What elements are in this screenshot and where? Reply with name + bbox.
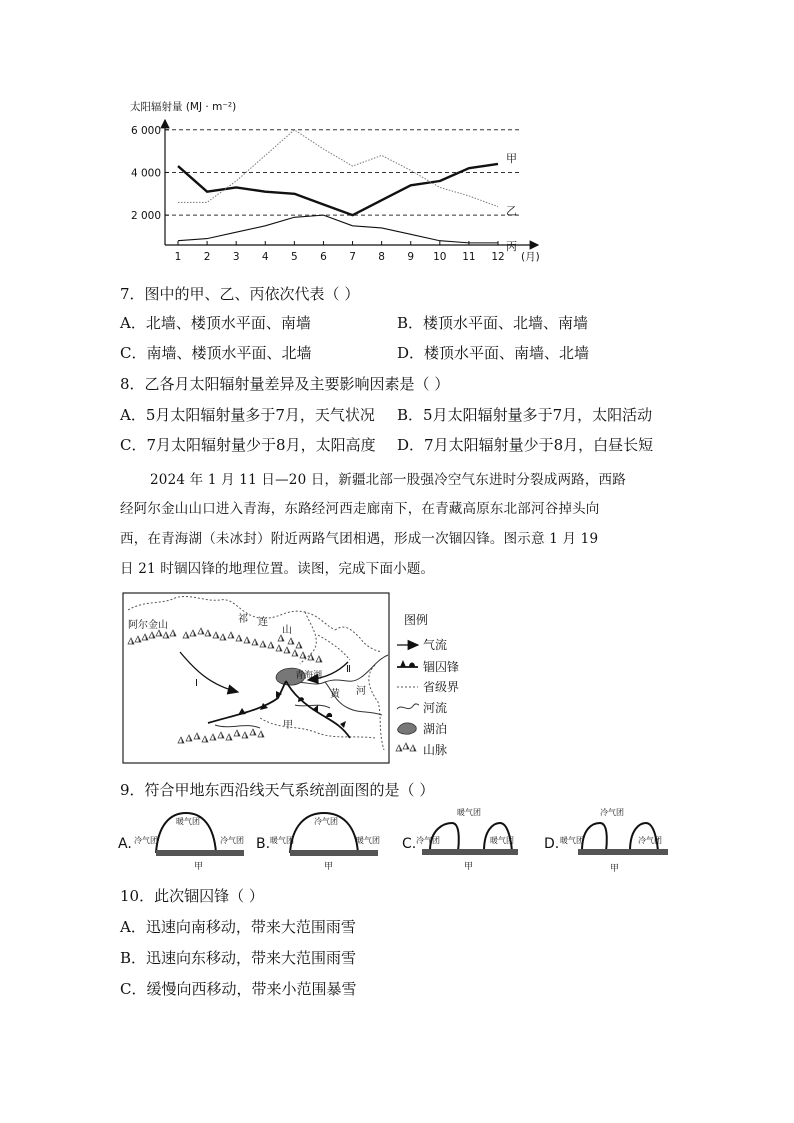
q8-option-c[interactable]: C．7月太阳辐射量少于8月，太阳高度 (120, 436, 376, 454)
x-tick-label: 4 (261, 251, 269, 263)
legend-lake-icon (398, 723, 417, 734)
x-tick-label: 12 (491, 251, 505, 263)
profile-b-right: 暖气团 (356, 836, 380, 845)
legend-item-airflow: 气流 (423, 638, 448, 652)
passage-line-2: 经阿尔金山山口进入青海，东路经河西走廊南下，在青藏高原东北部河谷掉头向 (120, 501, 600, 517)
profile-option-b[interactable] (256, 805, 392, 875)
label-qinghaihu: 青海湖 (295, 671, 323, 681)
series-line-2 (178, 130, 498, 207)
y-tick-label: 2 000 (130, 210, 161, 223)
label-roman-2: Ⅱ (346, 664, 351, 675)
occluded-front-map (120, 590, 470, 768)
label-jia: 甲 (283, 720, 293, 731)
series-line-3 (178, 215, 498, 243)
radiation-line-chart (120, 95, 560, 270)
series-label-2: 乙 (506, 204, 517, 218)
profile-option-d[interactable] (542, 805, 678, 875)
profile-a-base: 甲 (194, 862, 204, 872)
q7-option-d[interactable]: D．楼顶水平面、南墙、北墙 (397, 344, 590, 362)
profile-option-c[interactable] (400, 805, 536, 875)
label-aerjin: 阿尔金山 (128, 620, 168, 631)
legend-item-boundary: 省级界 (423, 680, 460, 694)
legend-item-lake: 湖泊 (423, 722, 448, 736)
profile-a-right: 冷气团 (220, 836, 244, 845)
label-qi: 祁 (238, 614, 248, 625)
profile-b-left: 暖气团 (270, 836, 294, 845)
profile-c-base: 甲 (464, 862, 474, 872)
label-he: 河 (356, 686, 366, 697)
passage-line-4: 日 21 时锢囚锋的地理位置。读图，完成下面小题。 (120, 561, 435, 577)
x-axis-unit: (月) (521, 251, 540, 263)
profile-a-letter: A. (118, 836, 132, 852)
profile-c-right: 暖气团 (490, 836, 514, 845)
profile-d-letter: D. (544, 836, 560, 852)
q10-option-b[interactable]: B．迅速向东移动，带来大范围雨雪 (120, 949, 357, 967)
profile-b-base: 甲 (324, 862, 334, 872)
x-tick-label: 10 (433, 251, 447, 263)
q10-stem: 10．此次锢囚锋（ ） (120, 887, 264, 905)
passage-line-3: 西，在青海湖（未冰封）附近两路气团相遇，形成一次锢囚锋。图示意 1 月 19 (120, 531, 599, 547)
q10-option-c[interactable]: C．缓慢向西移动，带来小范围暴雪 (120, 980, 357, 998)
label-roman-1: Ⅰ (195, 678, 198, 689)
legend-title: 图例 (404, 613, 429, 627)
x-tick-label: 1 (174, 251, 182, 263)
x-tick-label: 6 (320, 251, 327, 263)
legend-river-icon (397, 704, 419, 709)
x-tick-label: 8 (378, 251, 385, 263)
q9-stem: 9．符合甲地东西沿线天气系统剖面图的是（ ） (120, 781, 435, 799)
x-tick-label: 5 (291, 251, 298, 263)
q10-option-a[interactable]: A．迅速向南移动，带来大范围雨雪 (120, 918, 356, 936)
profile-d-right: 冷气团 (638, 836, 662, 845)
y-tick-label: 6 000 (130, 124, 161, 137)
x-tick-label: 7 (349, 251, 356, 263)
profile-d-top: 冷气团 (600, 808, 624, 817)
legend-item-mountain: 山脉 (423, 743, 448, 757)
passage-line-1: 2024 年 1 月 11 日—20 日，新疆北部一股强冷空气东进时分裂成两路，西路 (150, 472, 626, 488)
profile-b-top: 冷气团 (314, 817, 338, 826)
q7-stem: 7．图中的甲、乙、丙依次代表（ ） (120, 285, 360, 303)
profile-b-letter: B. (256, 836, 271, 852)
q7-option-b[interactable]: B．楼顶水平面、北墙、南墙 (397, 314, 589, 332)
label-shan: 山 (282, 625, 292, 636)
profile-option-a[interactable] (118, 805, 254, 875)
x-tick-label: 2 (203, 251, 211, 263)
q8-stem: 8．乙各月太阳辐射量差异及主要影响因素是（ ） (120, 375, 450, 393)
profile-d-left: 暖气团 (560, 836, 584, 845)
x-tick-label: 9 (407, 251, 415, 263)
profile-a-top: 暖气团 (176, 817, 200, 826)
q8-option-a[interactable]: A．5月太阳辐射量多于7月，天气状况 (120, 406, 375, 424)
series-label-1: 甲 (506, 151, 517, 165)
q7-option-c[interactable]: C．南墙、楼顶水平面、北墙 (120, 344, 312, 362)
legend-mountain-icon (396, 743, 416, 751)
profile-c-top: 暖气团 (457, 808, 481, 817)
q8-option-b[interactable]: B．5月太阳辐射量多于7月，太阳活动 (397, 406, 653, 424)
x-tick-label: 11 (462, 251, 476, 263)
x-tick-label: 3 (232, 251, 240, 263)
map-legend (396, 612, 459, 757)
legend-item-river: 河流 (423, 701, 448, 715)
series-label-3: 丙 (506, 239, 517, 253)
q7-option-a[interactable]: A．北墙、楼顶水平面、南墙 (120, 314, 311, 332)
profile-d-base: 甲 (610, 864, 620, 874)
q8-option-d[interactable]: D．7月太阳辐射量少于8月，白昼长短 (397, 436, 654, 454)
label-lian: 连 (258, 617, 268, 628)
profile-c-letter: C. (402, 836, 417, 852)
legend-item-front: 锢囚锋 (423, 660, 460, 674)
label-huang: 黄 (330, 689, 340, 700)
profile-c-left: 冷气团 (416, 836, 440, 845)
series-line-1 (178, 164, 498, 215)
y-tick-label: 4 000 (130, 167, 161, 180)
profile-a-left: 冷气团 (134, 836, 158, 845)
y-axis-label: 太阳辐射量 (MJ · m⁻²) (130, 101, 237, 113)
legend-occluded-front-icon (397, 660, 418, 667)
